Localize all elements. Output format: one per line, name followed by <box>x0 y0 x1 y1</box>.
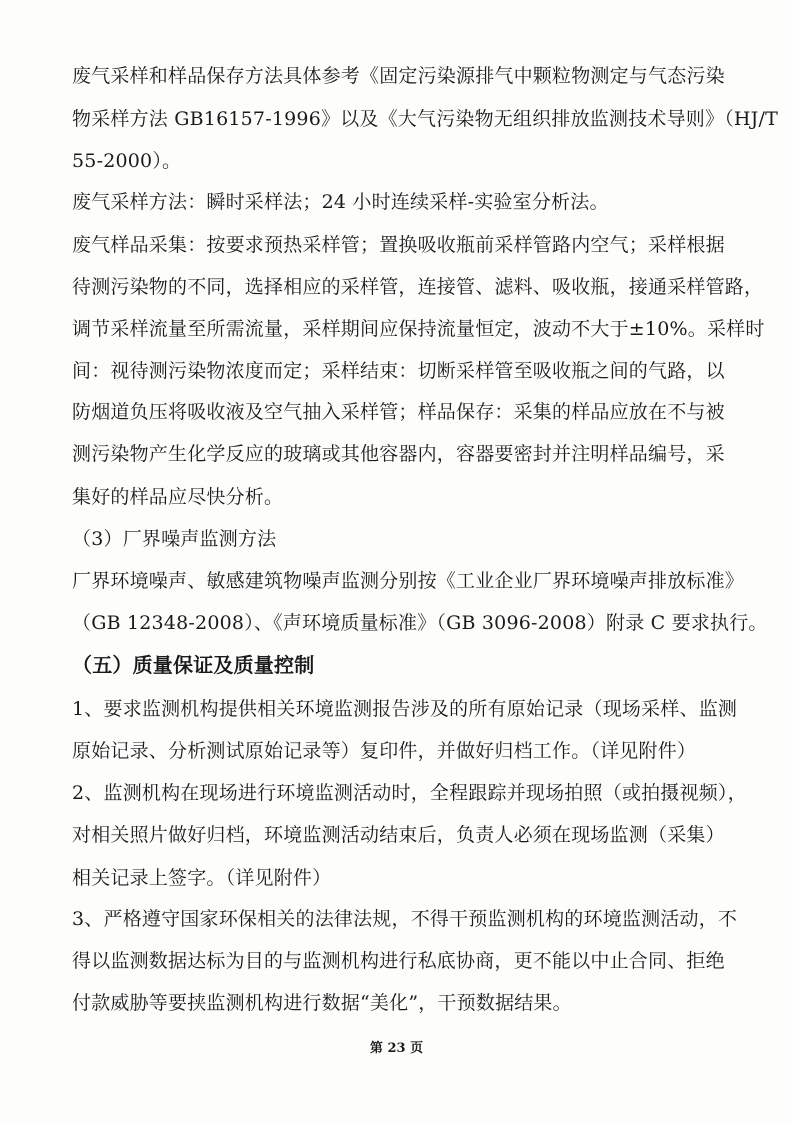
paragraph-line: 待测污染物的不同，选择相应的采样管，连接管、滤料、吸收瓶，接通采样管路， <box>72 276 764 298</box>
paragraph-line: 3、严格遵守国家环保相关的法律法规，不得干预监测机构的环境监测活动，不 <box>72 908 738 930</box>
paragraph-line: 废气采样方法：瞬时采样法；24 小时连续采样-实验室分析法。 <box>72 191 609 213</box>
page-number: 第 23 页 <box>369 1041 424 1056</box>
paragraph-line: 1、要求监测机构提供相关环境监测报告涉及的所有原始记录（现场采样、监测 <box>72 698 738 720</box>
paragraph-line: 测污染物产生化学反应的玻璃或其他容器内，容器要密封并注明样品编号，采 <box>72 443 725 465</box>
paragraph-line: 对相关照片做好归档，环境监测活动结束后，负责人必须在现场监测（采集） <box>72 824 725 846</box>
paragraph-line: 防烟道负压将吸收液及空气抽入采样管；样品保存：采集的样品应放在不与被 <box>72 401 725 423</box>
paragraph-line: 废气样品采集：按要求预热采样管；置换吸收瓶前采样管路内空气；采样根据 <box>72 234 725 256</box>
paragraph-line: 厂界环境噪声、敏感建筑物噪声监测分别按《工业企业厂界环境噪声排放标准》 <box>72 570 745 592</box>
paragraph-line: 调节采样流量至所需流量，采样期间应保持流量恒定，波动不大于±10%。采样时 <box>72 318 765 340</box>
paragraph-line: 间：视待测污染物浓度而定；采样结束：切断采样管至吸收瓶之间的气路，以 <box>72 360 725 382</box>
paragraph-line: 得以监测数据达标为目的与监测机构进行私底协商，更不能以中止合同、拒绝 <box>72 950 725 972</box>
section-heading: （五）质量保证及质量控制 <box>72 653 315 677</box>
paragraph-line: （GB 12348-2008）、《声环境质量标准》（GB 3096-2008）附录 C 要求执行。 <box>72 612 768 634</box>
paragraph-line: 付款威胁等要挟监测机构进行数据“美化”，干预数据结果。 <box>72 992 572 1014</box>
paragraph-line: 废气采样和样品保存方法具体参考《固定污染源排气中颗粒物测定与气态污染 <box>72 65 725 87</box>
paragraph-line: 集好的样品应尽快分析。 <box>72 486 284 508</box>
paragraph-line: 55-2000）。 <box>72 150 182 172</box>
paragraph-line: 相关记录上签字。（详见附件） <box>72 867 332 889</box>
paragraph-line: 2、监测机构在现场进行环境监测活动时，全程跟踪并现场拍照（或拍摄视频）， <box>72 782 747 804</box>
paragraph-line: 原始记录、分析测试原始记录等）复印件，并做好归档工作。（详见附件） <box>72 740 697 762</box>
paragraph-line: 物采样方法 GB16157-1996》以及《大气污染物无组织排放监测技术导则》（HJ/T <box>72 108 778 130</box>
section-subheading: （3）厂界噪声监测方法 <box>72 528 277 550</box>
